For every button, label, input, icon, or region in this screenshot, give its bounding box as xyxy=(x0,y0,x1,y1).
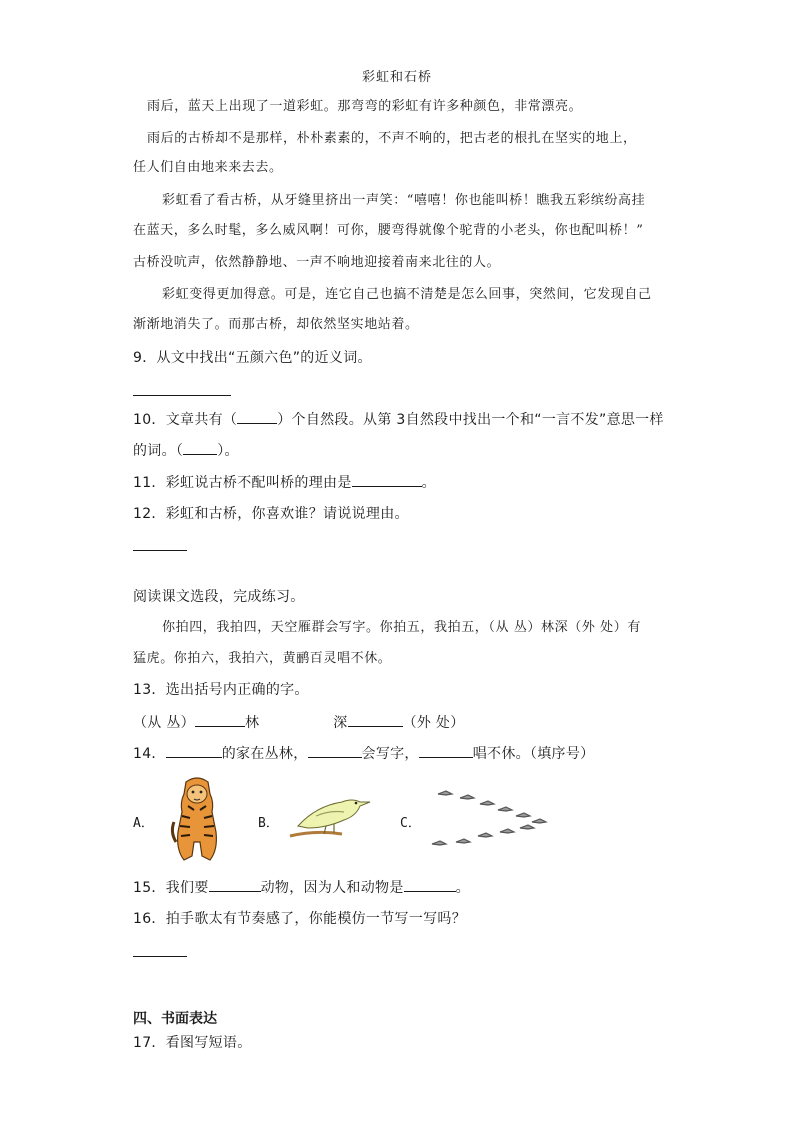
question-13: 13．选出括号内正确的字。 xyxy=(133,682,309,698)
question-10: 10．文章共有（ ）个自然段。从第 3自然段中找出一个和“一言不发”意思一样 xyxy=(133,409,664,430)
option-b-label: B． xyxy=(258,816,279,831)
answer-line-12[interactable] xyxy=(133,550,187,551)
passage-line: 古桥没吭声，依然静静地、一声不响地迎接着南来北往的人。 xyxy=(133,255,501,270)
passage-title: 彩虹和石桥 xyxy=(361,70,432,85)
question-13-options: （从 丛） 林 深 （外 处） xyxy=(133,712,465,733)
question-10-cont: 的词。（ ）。 xyxy=(133,440,239,461)
passage2-line: 你拍四，我拍四，天空雁群会写字。你拍五，我拍五，（从 丛）林深（外 处）有 xyxy=(162,620,641,635)
passage-line: 彩虹看了看古桥，从牙缝里挤出一声笑：“嘻嘻！你也能叫桥！瞧我五彩缤纷高挂 xyxy=(162,193,646,208)
tiger-icon xyxy=(166,772,228,864)
option-a-label: A． xyxy=(133,816,154,831)
blank-10-count[interactable] xyxy=(237,409,277,424)
question-14: 14． 的家在丛林， 会写字， 唱不休。（填序号） xyxy=(133,743,594,764)
passage-line: 雨后，蓝天上出现了一道彩虹。那弯弯的彩虹有许多种颜色，非常漂亮。 xyxy=(147,99,583,114)
passage-line: 彩虹变得更加得意。可是，连它自己也搞不清楚是怎么回事，突然间，它发现自己 xyxy=(162,287,652,302)
blank-14a[interactable] xyxy=(166,743,222,758)
reading-intro: 阅读课文选段，完成练习。 xyxy=(133,589,305,605)
option-c-label: C． xyxy=(400,816,421,831)
wild-geese-icon xyxy=(428,782,552,852)
oriole-bird-icon xyxy=(286,790,374,842)
passage-line: 任人们自由地来来去去。 xyxy=(133,160,283,175)
blank-10-word[interactable] xyxy=(183,440,217,455)
passage-line: 渐渐地消失了。而那古桥，却依然坚实地站着。 xyxy=(133,317,419,332)
answer-line-9[interactable] xyxy=(133,395,231,396)
question-15: 15．我们要 动物，因为人和动物是 。 xyxy=(133,877,470,898)
blank-11[interactable] xyxy=(352,472,422,487)
passage-line: 雨后的古桥却不是那样，朴朴素素的，不声不响的，把古老的根扎在坚实的地上， xyxy=(147,131,637,146)
blank-14c[interactable] xyxy=(419,743,473,758)
answer-line-16[interactable] xyxy=(133,956,187,957)
blank-13a[interactable] xyxy=(195,712,245,727)
question-17: 17．看图写短语。 xyxy=(133,1035,252,1051)
section-heading: 四、书面表达 xyxy=(133,1011,217,1027)
blank-14b[interactable] xyxy=(308,743,362,758)
blank-15b[interactable] xyxy=(404,877,456,892)
passage-line: 在蓝天，多么时髦，多么威风啊！可你，腰弯得就像个驼背的小老头，你也配叫桥！” xyxy=(133,223,644,238)
question-9: 9．从文中找出“五颜六色”的近义词。 xyxy=(133,350,372,366)
blank-15a[interactable] xyxy=(209,877,261,892)
question-12: 12．彩虹和古桥，你喜欢谁？请说说理由。 xyxy=(133,506,409,522)
passage2-line: 猛虎。你拍六，我拍六，黄鹂百灵唱不休。 xyxy=(133,651,392,666)
question-11: 11．彩虹说古桥不配叫桥的理由是 。 xyxy=(133,472,436,493)
blank-13b[interactable] xyxy=(348,712,403,727)
question-16: 16．拍手歌太有节奏感了，你能模仿一节写一写吗？ xyxy=(133,911,467,927)
